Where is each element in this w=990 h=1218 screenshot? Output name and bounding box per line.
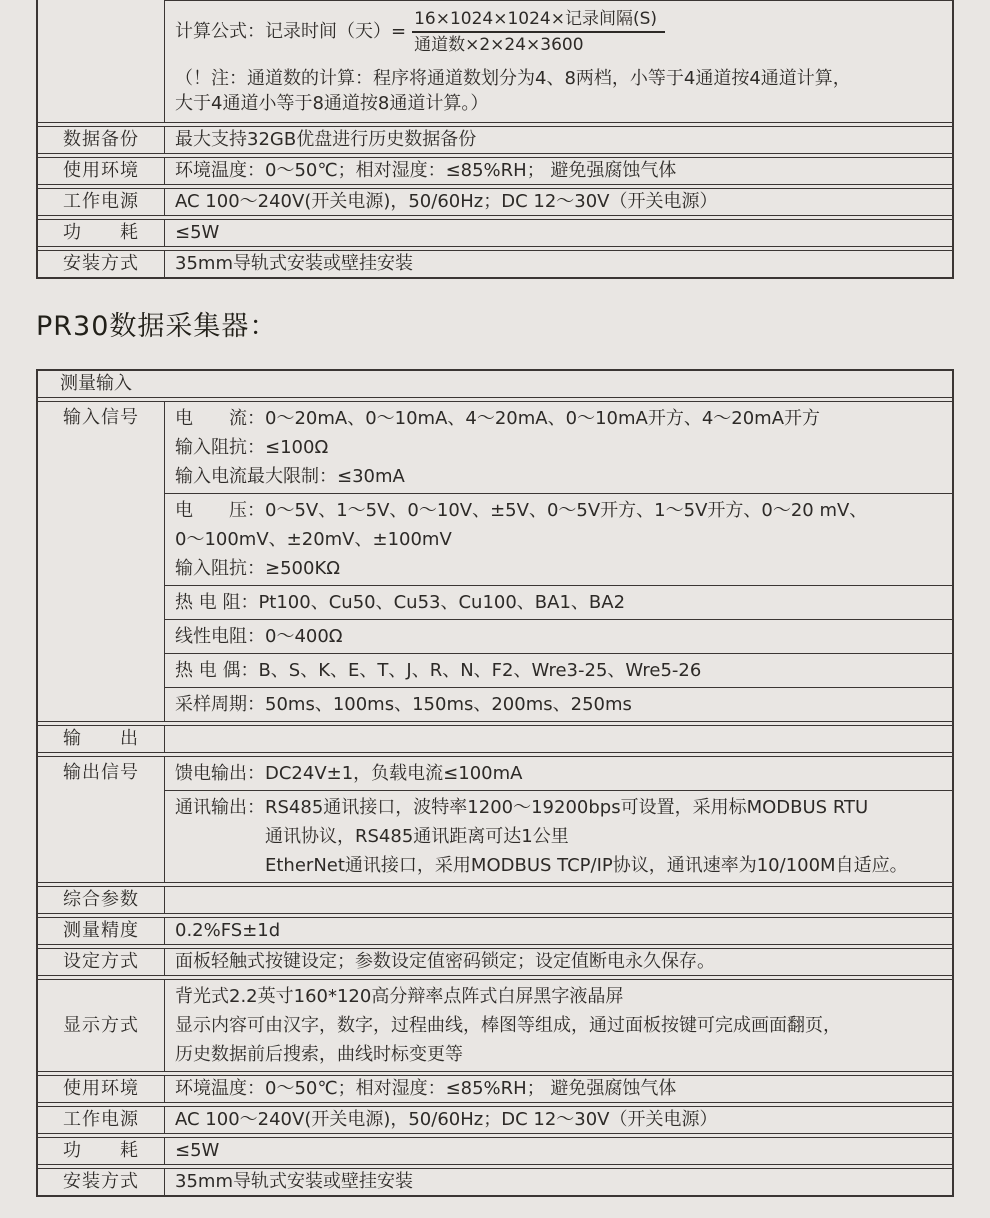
input-current-group xyxy=(165,402,952,493)
input-linear-resistance-group xyxy=(165,619,952,653)
voltage-input-impedance: 输入阻抗：≥500KΩ xyxy=(175,558,340,579)
row-value: ≤5W xyxy=(175,222,220,243)
row-label: 测量精度 xyxy=(38,918,165,944)
section-empty-cell xyxy=(165,726,952,752)
table-row-mounting xyxy=(38,250,952,277)
comm-output-ethernet: EtherNet通讯接口，采用MODBUS TCP/IP协议，通讯速率为10/100M自适应。 xyxy=(265,855,908,876)
row-value: AC 100～240V(开关电源)，50/60Hz；DC 12～30V（开关电源） xyxy=(175,191,718,212)
row-label: 输出信号 xyxy=(38,757,165,882)
input-rtd-group xyxy=(165,585,952,619)
feed-power-output: 馈电输出：DC24V±1，负载电流≤100mA xyxy=(175,763,523,784)
row-label: 使用环境 xyxy=(38,158,165,184)
row-value: 最大支持32GB优盘进行历史数据备份 xyxy=(175,129,477,150)
thermocouple-types: 热 电 偶：B、S、K、E、T、J、R、N、F2、Wre3-25、Wre5-26 xyxy=(175,660,702,681)
row-label: 功 耗 xyxy=(38,220,165,246)
row-value: 35mm导轨式安装或壁挂安装 xyxy=(175,1171,413,1192)
table-row-accuracy xyxy=(38,917,952,945)
row-label: 输入信号 xyxy=(38,402,165,721)
row-label: 显示方式 xyxy=(38,980,165,1071)
page-title: PR30数据采集器： xyxy=(36,311,278,342)
output-power-supply-group xyxy=(165,757,952,790)
linear-resistance-range: 线性电阻：0～400Ω xyxy=(175,626,343,647)
row-label: 安装方式 xyxy=(38,1169,165,1195)
table-row-setting-method xyxy=(38,948,952,976)
current-ranges: 电 流：0～20mA、0～10mA、4～20mA、0～10mA开方、4～20mA开方 xyxy=(175,408,821,429)
voltage-ranges-1: 电 压：0～5V、1～5V、0～10V、±5V、0～5V开方、1～5V开方、0～20 mV、 xyxy=(175,500,868,521)
table-row-power-consumption xyxy=(38,219,952,247)
input-thermocouple-group xyxy=(165,653,952,687)
comm-output-protocol: 通讯协议，RS485通讯距离可达1公里 xyxy=(265,826,569,847)
rtd-types: 热 电 阻：Pt100、Cu50、Cu53、Cu100、BA1、BA2 xyxy=(175,592,626,613)
note-line-1: （！注：通道数的计算：程序将通道数划分为4、8两档，小等于4通道按4通道计算， xyxy=(175,68,851,89)
row-label-empty xyxy=(38,0,165,122)
section-label: 输 出 xyxy=(38,726,165,752)
table-row-formula xyxy=(38,0,952,123)
row-value-output-signal xyxy=(165,757,952,882)
row-label: 数据备份 xyxy=(38,127,165,153)
display-line-2: 显示内容可由汉字，数字，过程曲线，棒图等组成，通过面板按键可完成画面翻页， xyxy=(175,1015,841,1036)
current-input-impedance: 输入阻抗：≤100Ω xyxy=(175,437,329,458)
sampling-periods: 采样周期：50ms、100ms、150ms、200ms、250ms xyxy=(175,694,632,715)
input-voltage-group xyxy=(165,493,952,585)
display-line-3: 历史数据前后搜索，曲线时标变更等 xyxy=(175,1044,463,1065)
section-label: 综合参数 xyxy=(38,887,165,913)
output-communication-group xyxy=(165,790,952,882)
spec-table-pr30 xyxy=(36,369,954,1197)
row-label: 安装方式 xyxy=(38,251,165,277)
formula-numerator: 16×1024×1024×记录间隔(S) xyxy=(412,8,665,33)
current-max-limit: 输入电流最大限制：≤30mA xyxy=(175,466,405,487)
table-row-environment xyxy=(38,157,952,185)
table-row-display-method xyxy=(38,979,952,1072)
row-value: 环境温度：0～50℃；相对湿度：≤85%RH； 避免强腐蚀气体 xyxy=(175,160,677,181)
table-row-power-source xyxy=(38,1106,952,1134)
channel-count-note xyxy=(175,66,948,116)
display-line-1: 背光式2.2英寸160*120高分辩率点阵式白屏黑字液晶屏 xyxy=(175,986,624,1007)
voltage-ranges-2: 0～100mV、±20mV、±100mV xyxy=(175,529,452,550)
formula-denominator: 通道数×2×24×3600 xyxy=(414,35,584,55)
row-value: 面板轻触式按键设定；参数设定值密码锁定；设定值断电永久保存。 xyxy=(175,951,715,972)
section-empty-cell xyxy=(165,887,952,913)
comm-output-rs485: 通讯输出：RS485通讯接口，波特率1200～19200bps可设置，采用标MODBUS RTU xyxy=(175,797,869,818)
row-label: 功 耗 xyxy=(38,1138,165,1164)
row-label: 工作电源 xyxy=(38,189,165,215)
input-sampling-period-group xyxy=(165,687,952,721)
row-value: AC 100～240V(开关电源)，50/60Hz；DC 12～30V（开关电源） xyxy=(175,1109,718,1130)
section-label: 测量输入 xyxy=(60,373,132,394)
row-value-input-signal xyxy=(165,402,952,721)
table-row-mounting xyxy=(38,1168,952,1195)
row-value-display xyxy=(165,980,952,1071)
row-label: 使用环境 xyxy=(38,1076,165,1102)
row-value-formula xyxy=(165,0,952,122)
row-value: ≤5W xyxy=(175,1140,220,1161)
spec-table-top xyxy=(36,0,954,279)
note-line-2: 大于4通道小等于8通道按8通道计算。） xyxy=(175,93,489,114)
table-row-section-output xyxy=(38,725,952,753)
row-value: 35mm导轨式安装或壁挂安装 xyxy=(175,253,413,274)
table-row-environment xyxy=(38,1075,952,1103)
row-label: 设定方式 xyxy=(38,949,165,975)
formula-fraction xyxy=(412,8,665,56)
row-label: 工作电源 xyxy=(38,1107,165,1133)
table-row-section-params xyxy=(38,886,952,914)
table-row-input-signal xyxy=(38,401,952,722)
table-row-output-signal xyxy=(38,756,952,883)
formula-prefix: 计算公式：记录时间（天）= xyxy=(175,21,407,42)
row-value: 环境温度：0～50℃；相对湿度：≤85%RH； 避免强腐蚀气体 xyxy=(175,1078,677,1099)
table-row-power-source xyxy=(38,188,952,216)
table-row-section-measure-input xyxy=(38,371,952,398)
row-value: 0.2%FS±1d xyxy=(175,920,281,941)
record-time-formula xyxy=(175,8,948,56)
table-row-data-backup xyxy=(38,126,952,154)
table-row-power-consumption xyxy=(38,1137,952,1165)
